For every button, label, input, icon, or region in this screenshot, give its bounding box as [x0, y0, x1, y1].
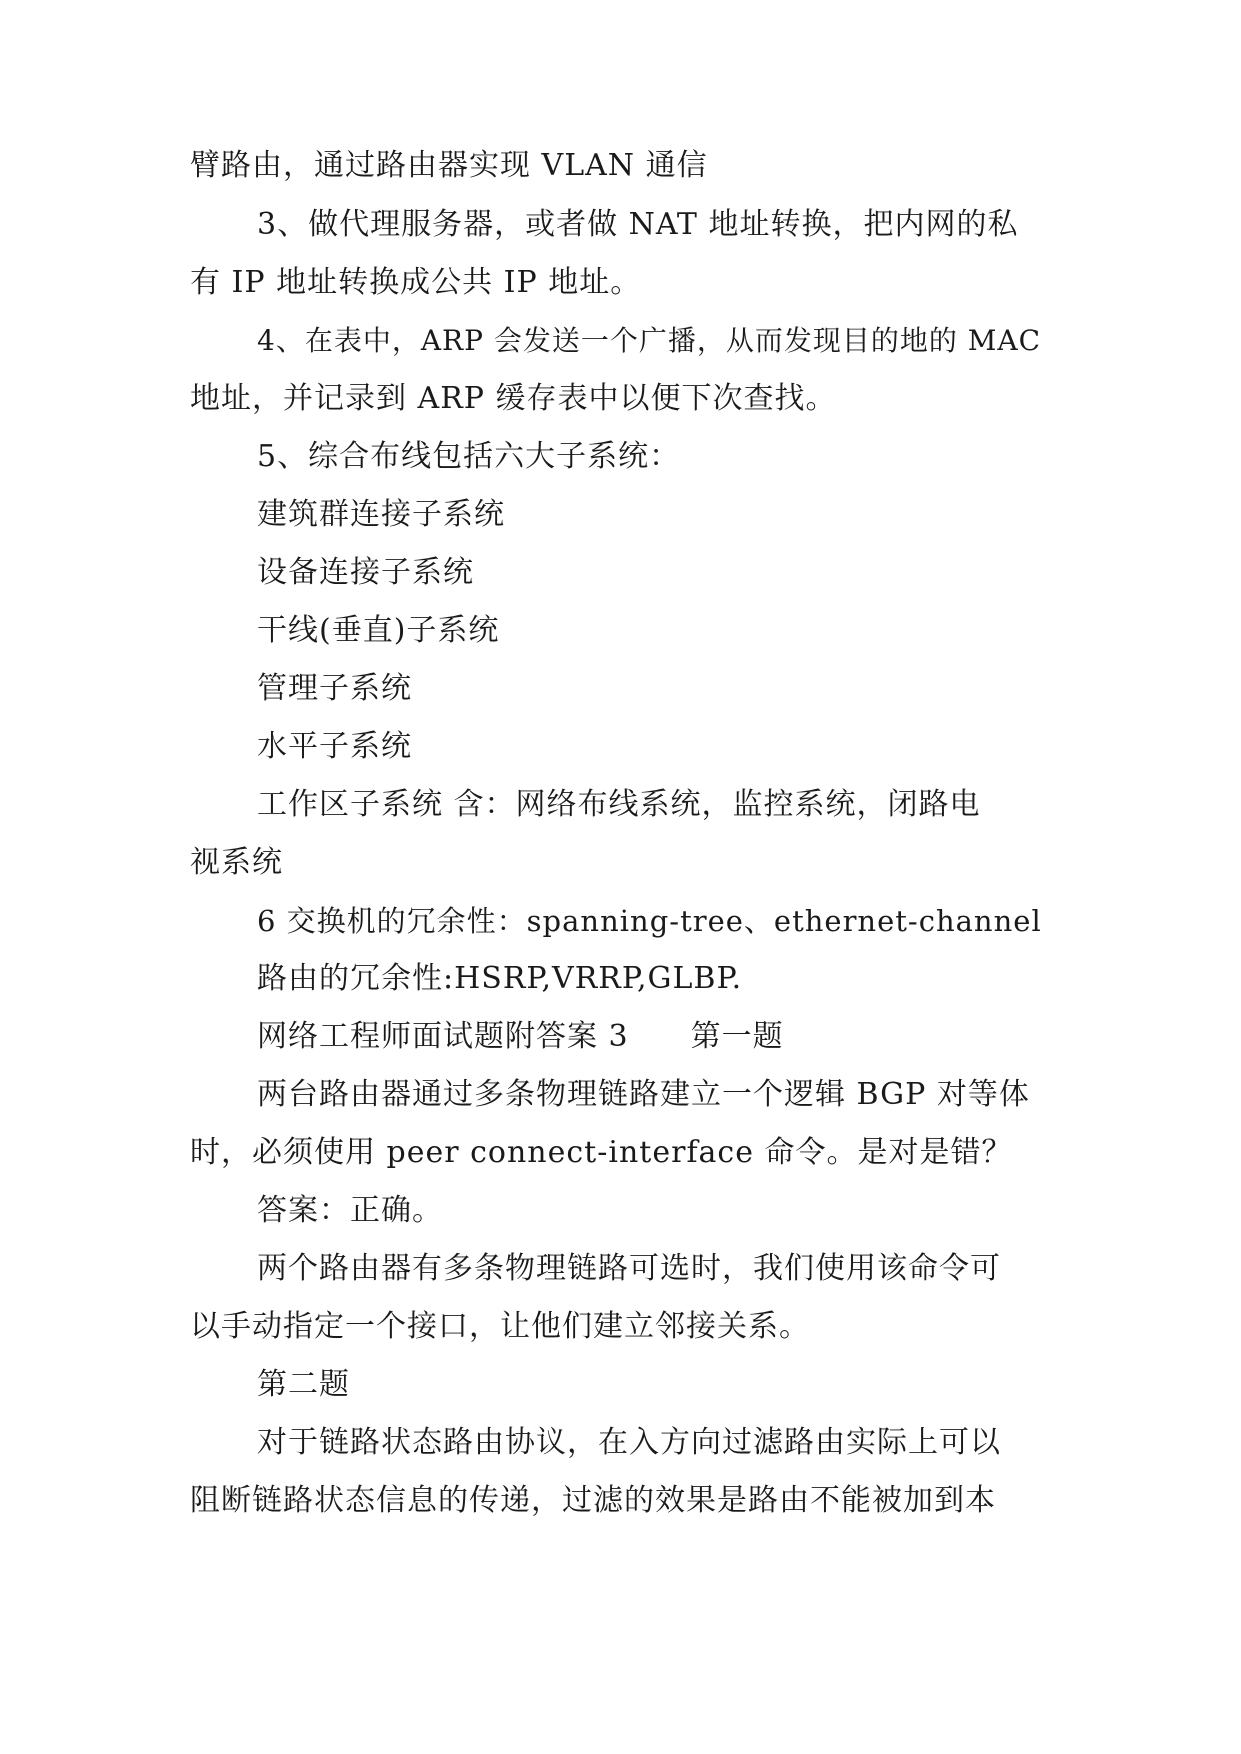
text-line: 臂路由，通过路由器实现 VLAN 通信	[190, 148, 708, 183]
text-line: 5、综合布线包括六大子系统：	[257, 439, 681, 474]
text-line: 阻断链路状态信息的传递，过滤的效果是路由不能被加到本	[190, 1483, 996, 1518]
text-line: 有 IP 地址转换成公共 IP 地址。	[190, 265, 642, 300]
text-line: 水平子系统	[257, 729, 412, 764]
text-line: 时，必须使用 peer connect-interface 命令。是对是错？	[190, 1135, 1013, 1170]
text-line: 以手动指定一个接口，让他们建立邻接关系。	[190, 1309, 810, 1344]
text-line: 两台路由器通过多条物理链路建立一个逻辑 BGP 对等体	[257, 1077, 1030, 1112]
text-line: 工作区子系统 含：网络布线系统，监控系统，闭路电	[257, 787, 981, 822]
text-line: 第二题	[257, 1367, 350, 1402]
text-line: 网络工程师面试题附答案 3 第一题	[257, 1019, 784, 1054]
text-line: 路由的冗余性:HSRP,VRRP,GLBP.	[257, 961, 743, 996]
text-line: 6 交换机的冗余性：spanning-tree、ethernet-channel	[257, 904, 1042, 938]
text-line: 视系统	[190, 845, 283, 880]
text-line: 干线(垂直)子系统	[257, 613, 500, 648]
text-line: 建筑群连接子系统	[257, 497, 505, 532]
text-line: 管理子系统	[257, 671, 412, 706]
text-line: 设备连接子系统	[257, 555, 474, 590]
text-line: 地址，并记录到 ARP 缓存表中以便下次查找。	[190, 381, 837, 416]
text-line: 答案：正确。	[257, 1193, 443, 1228]
text-line: 对于链路状态路由协议，在入方向过滤路由实际上可以	[257, 1425, 1001, 1460]
text-line: 4、在表中，ARP 会发送一个广播，从而发现目的地的 MAC	[257, 324, 1042, 357]
text-line: 两个路由器有多条物理链路可选时，我们使用该命令可	[257, 1251, 1001, 1286]
text-line: 3、做代理服务器，或者做 NAT 地址转换，把内网的私	[257, 207, 1019, 242]
